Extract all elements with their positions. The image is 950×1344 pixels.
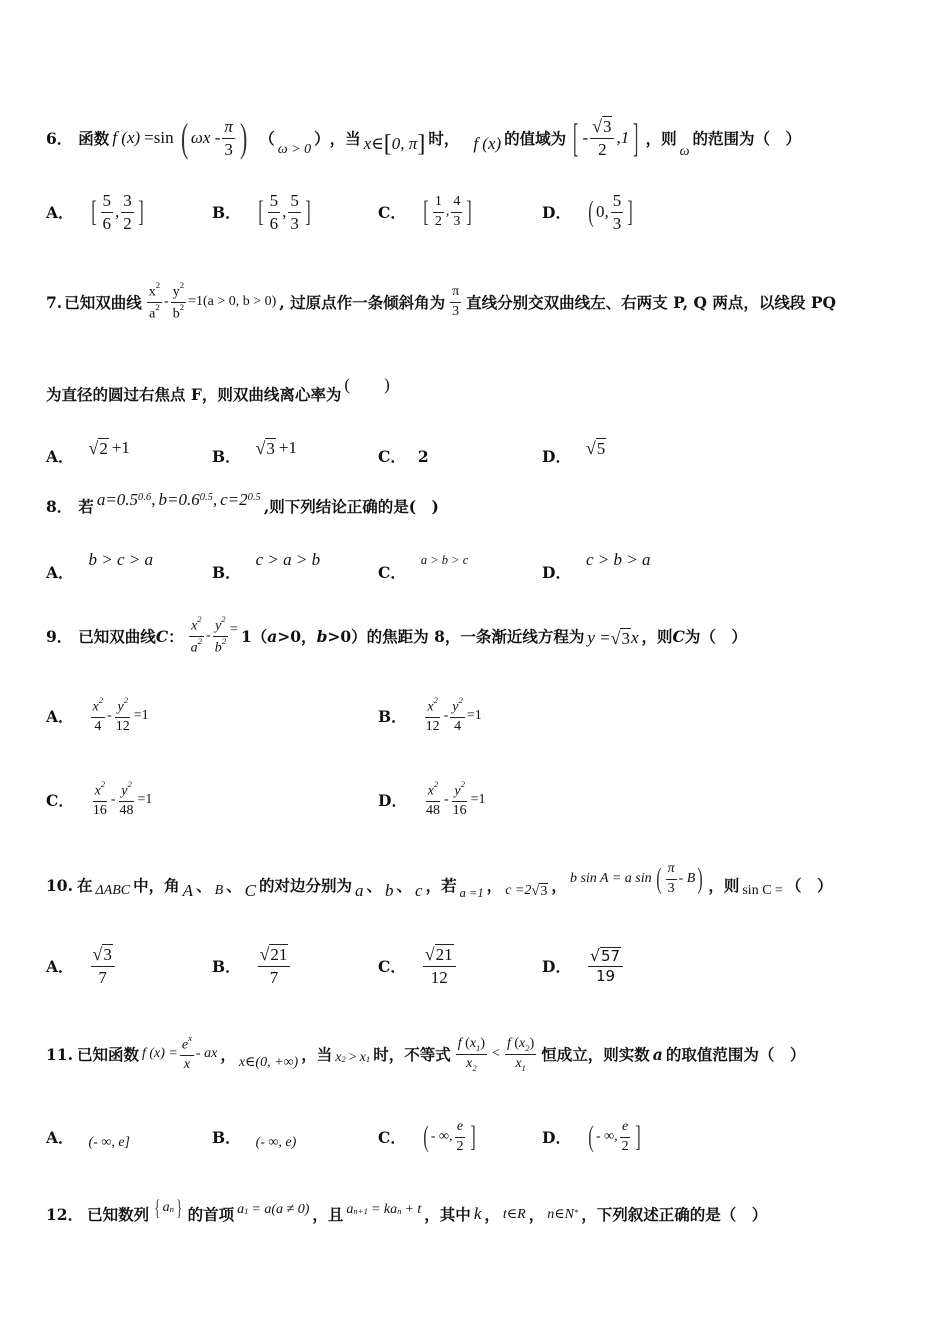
q11-text4: 恒成立，则实数 — [541, 1045, 650, 1064]
q10-text3: 的对边分别为 — [259, 876, 353, 895]
q12-recurrence: a $_{n+1}$ = ka $_n$ + t — [346, 1202, 422, 1217]
q12-n: n∈N * — [547, 1206, 579, 1222]
q12-text3: ，且 — [312, 1205, 344, 1224]
q9-hyperbola: $\frac{x^2}{a^2}$ - $\frac{y^2}{b^2}$ = — [190, 614, 238, 656]
q6-option-d-label: D． — [542, 203, 571, 222]
q10-option-b[interactable]: B． √ 21 7 — [212, 940, 295, 992]
q11-text2: ，当 — [301, 1045, 333, 1064]
q6-text-ze: ，则 — [645, 129, 677, 148]
q9-number: 9． — [46, 627, 73, 646]
q12-t: t∈R — [502, 1206, 526, 1222]
q7-option-a-label: A． — [46, 447, 74, 466]
q6-text-end: 的范围为（ ） — [692, 129, 801, 148]
q6-number: 6． — [46, 129, 73, 148]
q10-sep-3: 、 — [366, 876, 383, 895]
q10-triangle: ΔABC — [95, 883, 131, 898]
q7-option-c[interactable]: C． 2 — [378, 446, 429, 466]
question-10 — [46, 858, 910, 912]
q9-option-a-label: A． — [46, 707, 74, 726]
q11-option-b[interactable]: B． (- ∞, e) — [212, 1128, 297, 1150]
q11-var: a — [652, 1044, 663, 1064]
q9-text4: 为（ ） — [684, 627, 747, 646]
q10-equation: b sin A = a sin ( $\frac{\pi}{3}$ - B ) — [569, 861, 704, 896]
q11-option-d-label: D． — [542, 1128, 571, 1147]
q11-number: 11. — [46, 1044, 73, 1064]
q12-first: a $_1$ = a(a ≠ 0) — [237, 1202, 310, 1217]
q7-angle: $\frac{\pi}{3}$ — [452, 284, 460, 319]
question-11 — [46, 1024, 910, 1084]
q9-option-b-label: B． — [378, 707, 407, 726]
q10-paren: （ ） — [785, 876, 833, 895]
q9-cond-b: b — [316, 626, 328, 646]
q9-cond-a: a — [267, 626, 278, 646]
q7-option-d-label: D． — [542, 447, 571, 466]
q11-text5: 的取值范围为（ ） — [665, 1045, 806, 1064]
q8-option-c[interactable]: C． a > b > c — [378, 552, 469, 582]
q9-text3: ，则 — [641, 627, 673, 646]
q9-cond-mid: >0， — [277, 627, 317, 646]
q7-text2: , 过原点作一条倾斜角为 — [279, 293, 446, 312]
q8-text2: ,则下列结论正确的是( ) — [263, 497, 439, 516]
q10-option-d[interactable]: D． √ 57 19 — [542, 940, 628, 992]
q12-number: 12． — [46, 1205, 84, 1224]
q10-sep-4: 、 — [396, 876, 413, 895]
q10-side-a: a — [355, 881, 364, 900]
question-7 — [46, 274, 910, 330]
q10-option-b-label: B． — [212, 957, 241, 976]
q11-text3: 时，不等式 — [373, 1045, 451, 1064]
q12-k: k — [473, 1204, 482, 1223]
q10-option-c[interactable]: C． √ 21 12 — [378, 940, 461, 992]
q6-text-shi: 时， — [428, 129, 460, 148]
q8-number: 8． — [46, 497, 73, 516]
q10-sep-2: 、 — [226, 876, 242, 895]
q10-option-a[interactable]: A． √ 3 7 — [46, 940, 120, 992]
question-12 — [46, 1192, 910, 1236]
q10-number: 10. — [46, 875, 73, 895]
q11-option-a-label: A． — [46, 1128, 74, 1147]
q6-option-c-label: C． — [378, 203, 406, 222]
q10-option-a-label: A． — [46, 957, 74, 976]
q11-text1: 已知函数 — [76, 1045, 139, 1064]
q8-text1: 若 — [78, 497, 94, 516]
q10-ask: sin C = — [742, 883, 783, 898]
q6-option-a[interactable]: A． [ $\frac{5}{6}$ , $\frac{3}{2}$ ] — [46, 190, 144, 233]
q12-text2: 的首项 — [187, 1205, 235, 1224]
q10-text2: 中，角 — [133, 876, 180, 895]
q11-option-c[interactable]: C． ( - ∞, $\frac{e}{2}$ ] — [378, 1119, 476, 1154]
q12-seq: { a $_n$ } — [154, 1195, 183, 1220]
q10-text4: ，若 — [425, 876, 457, 895]
q11-domain: x∈(0, +∞) — [238, 1054, 299, 1070]
q8-option-b[interactable]: B． c > a > b — [212, 550, 321, 582]
question-7-cont — [46, 366, 910, 406]
q10-comma-2: ， — [551, 876, 567, 895]
q10-angle-b: B — [214, 883, 224, 898]
q11-option-a[interactable]: A． (- ∞, e] — [46, 1128, 130, 1150]
q6-option-c[interactable]: C． [ $\frac{1}{2}$ , $\frac{4}{3}$ ] — [378, 194, 473, 229]
q6-prefix: 函数 — [78, 129, 110, 148]
q10-text1: 在 — [76, 876, 93, 895]
q6-option-a-label: A． — [46, 203, 74, 222]
q11-option-c-label: C． — [378, 1128, 406, 1147]
q12-text5: ，下列叙述正确的是（ ） — [581, 1205, 768, 1224]
q7-text3: 直线分别交双曲线左、右两支 P, Q 两点，以线段 PQ — [466, 293, 836, 312]
q8-option-d[interactable]: D． c > b > a — [542, 550, 651, 582]
q10-side-c: c — [415, 881, 423, 900]
q11-option-b-label: B． — [212, 1128, 241, 1147]
q10-option-c-label: C． — [378, 957, 406, 976]
q7-paren: ( ) — [344, 374, 390, 394]
question-6 — [46, 112, 910, 164]
q9-option-b[interactable]: B． $\frac{x^2}{12}$ - $\frac{y^2}{4}$ =1 — [378, 695, 482, 734]
q6-range: [ - √ 3 2 ,1 ] — [573, 115, 639, 160]
q10-cond-a: a =1 — [459, 885, 484, 900]
q9-asymptote: y = √ 3 x — [587, 627, 639, 648]
q9-c-name-2: C — [672, 626, 685, 646]
q10-angle-c: C — [244, 881, 256, 900]
q7-hyperbola: $\frac{x^2}{a^2}$ - $\frac{y^2}{b^2}$ =1(a > 0, b > 0) — [148, 280, 277, 322]
q9-option-d[interactable]: D． $\frac{x^2}{48}$ - $\frac{y^2}{16}$ =1 — [378, 779, 486, 818]
q10-side-b: b — [385, 881, 394, 900]
q6-fx: f (x) — [473, 134, 502, 153]
q6-text-zhiyu: 的值域为 — [504, 129, 567, 148]
q11-function: f (x) = $\frac{e^x}{x}$ - ax — [141, 1033, 218, 1072]
q9-colon: ： — [168, 627, 184, 646]
q7-option-a[interactable]: A． √ 2 +1 — [46, 437, 130, 466]
question-8 — [46, 486, 910, 526]
q7-text4: 为直径的圆过右焦点 F，则双曲线离心率为 — [46, 385, 342, 404]
q12-comma-1: ， — [484, 1205, 500, 1224]
q11-inequality: $\frac{f (x_1)}{x_2}$ < $\frac{f (x_2)}{x_1}$ — [457, 1035, 535, 1074]
q9-c-name: C — [155, 626, 169, 646]
q12-text1: 已知数列 — [87, 1205, 150, 1224]
q6-option-b-label: B． — [212, 203, 241, 222]
q7-option-d[interactable]: D． √ 5 — [542, 437, 606, 466]
q8-option-a-label: A． — [46, 563, 74, 582]
q11-comma: ， — [220, 1045, 236, 1064]
q6-omega: ω — [679, 144, 690, 159]
q12-comma-2: ， — [528, 1205, 545, 1224]
question-9 — [46, 606, 910, 666]
q6-paren-close: ） — [314, 129, 330, 148]
q10-comma: ， — [486, 876, 503, 895]
q6-option-b[interactable]: B． [ $\frac{5}{6}$ , $\frac{5}{3}$ ] — [212, 190, 311, 233]
q8-option-b-label: B． — [212, 563, 241, 582]
q6-function: f (x) =sin ( ωx - $\frac{\pi}{3}$ ) — [112, 115, 248, 160]
q7-option-b[interactable]: B． √ 3 +1 — [212, 437, 297, 466]
q9-option-a[interactable]: A． $\frac{x^2}{4}$ - $\frac{y^2}{12}$ =1 — [46, 695, 149, 734]
q9-cond-end: >0）的焦距为 8，一条渐近线方程为 — [327, 627, 585, 646]
q9-option-d-label: D． — [378, 791, 407, 810]
q12-text4: ，其中 — [424, 1205, 471, 1224]
q6-option-d[interactable]: D． ( 0 , $\frac{5}{3}$ ] — [542, 190, 633, 233]
q10-text5: ，则 — [708, 876, 740, 895]
q8-option-d-label: D． — [542, 563, 571, 582]
q9-option-c[interactable]: C． $\frac{x^2}{16}$ - $\frac{y^2}{48}$ =1 — [46, 779, 153, 818]
q6-text-dang: ，当 — [329, 129, 361, 148]
q7-option-c-label: C． — [378, 447, 406, 466]
q7-text1: 已知双曲线 — [64, 293, 142, 312]
q11-option-d[interactable]: D． ( - ∞, $\frac{e}{2}$ ] — [542, 1119, 641, 1154]
q11-cond: x $_2$ > x $_1$ — [335, 1050, 371, 1065]
q10-option-d-label: D． — [542, 957, 571, 976]
q10-cond-c: c =2 √ 3 — [505, 882, 548, 899]
q8-conditions: a=0.5 $^{0.6}$ , b=0.6 $^{0.5}$ , c=2 $^{0.5}$ — [96, 490, 261, 509]
q7-number: 7. — [46, 292, 63, 312]
q8-option-a[interactable]: A． b > c > a — [46, 550, 154, 582]
q6-omega-cond: ω > 0 — [277, 142, 312, 157]
q7-option-b-label: B． — [212, 447, 241, 466]
q6-paren-open: （ — [259, 129, 275, 148]
q8-option-c-label: C． — [378, 563, 406, 582]
q9-option-c-label: C． — [46, 791, 74, 810]
q6-domain: x∈ [ 0, π ] — [363, 130, 426, 157]
q9-text2: 1（ — [240, 627, 268, 646]
q9-text1: 已知双曲线 — [78, 627, 156, 646]
q10-sep-1: 、 — [196, 876, 212, 895]
q10-angle-a: A — [182, 881, 194, 900]
